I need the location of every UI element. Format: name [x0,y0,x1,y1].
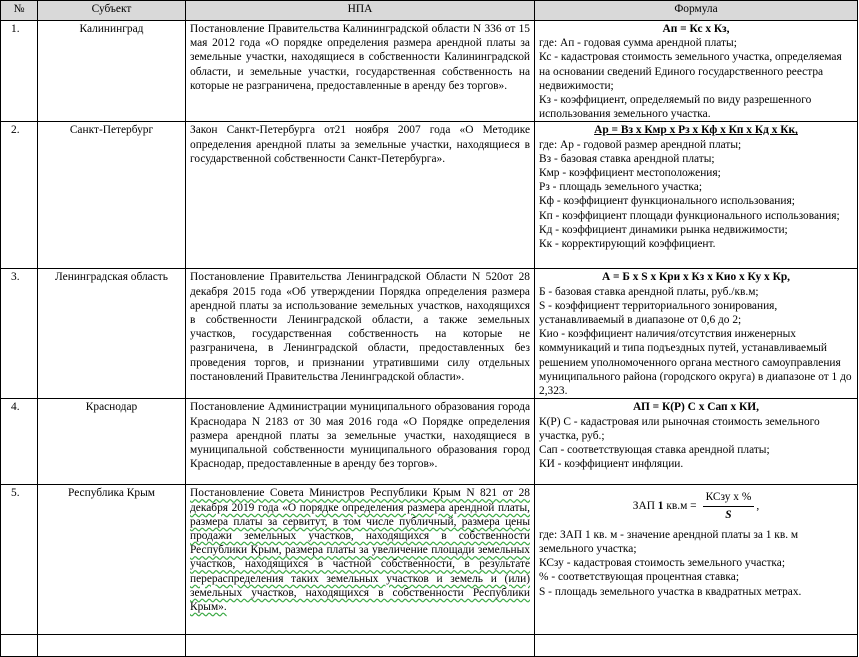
row-subject: Калининград [38,21,186,122]
table-row [1,635,858,657]
row-npa: Постановление Администрации муниципального образования города Краснодара N 2183 от 30 мая 2016 года «О Порядке определения размера арендной платы за земельные участки, находящиеся в муниципальной собственности муниципального образования город Краснодар, предоставленные в аренду без торгов». [186,399,535,485]
formula-line: Сап - соответствующая ставка арендной платы; [539,444,770,457]
row-subject: Краснодар [38,399,186,485]
row-formula [535,269,858,399]
row-formula [535,635,858,657]
header-num: № [1,1,38,21]
header-formula: Формула [535,1,858,21]
fraction-lhs-pre: ЗАП [632,500,658,513]
fraction-lhs-post: кв.м = [663,500,697,513]
row-num: 4. [1,399,38,485]
formula-line: КИ - коэффициент инфляции. [539,458,684,471]
row-npa [186,485,535,635]
table-row [1,21,858,122]
header-subject: Субъект [38,1,186,21]
row-formula [535,21,858,122]
row-subject: Санкт-Петербург [38,122,186,269]
row-formula [535,122,858,269]
formula-line: S - площадь земельного участка в квадратных метрах. [539,585,802,598]
formula-line: где: ЗАП 1 кв. м - значение арендной платы за 1 кв. м земельного участка; [539,528,799,556]
row-num: 1. [1,21,38,122]
formula-line: Кф - коэффициент функционального использования; [539,195,795,208]
formula-line: Кд - коэффициент динамики рынка недвижимости; [539,223,788,236]
formula-line: К(Р) С - кадастровая или рыночная стоимость земельного участка, руб.; [539,415,820,442]
formula-line: % - соответствующая процентная ставка; [539,571,740,584]
fraction-tail: , [756,500,760,513]
formula-line: где: Ап - годовая сумма арендной платы; [539,37,737,50]
npa-text: Постановление Совета Министров Республики Крым N 821 от 28 декабря 2019 года «О порядке определения размера арендной платы, размера платы за сервитут, в том числе публичный, размера цены продажи земельных участков, находящихся в собственности Республики Крым, размера платы за увеличение площади земельных участков, находящихся в частной собственности, в результате перераспределения таких земельных участков и земель и (или) земельных участков, находящихся в собственности Республики Крым». [190,487,530,614]
fraction-numerator: КСзу х % [703,490,755,506]
row-subject: Республика Крым [38,485,186,635]
formula-line: КСзу - кадастровая стоимость земельного участка; [539,557,786,570]
formula-line: Вз - базовая ставка арендной платы; [539,152,715,165]
table-row [1,122,858,269]
formula-line: Кз - коэффициент, определяемый по виду разрешенного использования земельного участка. [539,94,812,121]
table-row [1,269,858,399]
formula-line: Кп - коэффициент площади функционального использования; [539,209,840,222]
row-formula [535,399,858,485]
row-num: 2. [1,122,38,269]
header-npa: НПА [186,1,535,21]
formula-line: Кк - корректирующий коэффициент. [539,238,716,251]
formula-line: Кмр - коэффициент местоположения; [539,167,721,180]
formula-title: Ап = Кс х Кз, [662,23,730,35]
formula-line: где: Ар - годовой размер арендной платы; [539,138,742,151]
formula-line: Кио - коэффициент наличия/отсутствия инженерных коммуникаций и типа подъездных путей, устанавливаемый решением уполномоченного органа местного самоуправления муниципального района (городского округа) в диапазоне от 1 до 2,323. [539,328,852,398]
formula-title: А = Б х S х Кри х Кз х Кио х Ку х Кр, [601,271,791,284]
formula-line: Рз - площадь земельного участка; [539,181,702,194]
fraction [703,490,755,521]
row-npa: Постановление Правительства Калининградской области N 336 от 15 мая 2012 года «О порядке определения размера арендной платы за земельные участки, находящиеся в собственности Калининградской области, и земельные участки, государственная собственность на которые не разграничена, предоставленные в аренду без торгов». [186,21,535,122]
row-npa: Закон Санкт-Петербурга от21 ноября 2007 года «О Методике определения арендной платы за земельные участки, находящиеся в государственной собственности Санкт-Петербурга». [186,122,535,269]
table-row [1,485,858,635]
row-num [1,635,38,657]
row-npa [186,635,535,657]
row-npa: Постановление Правительства Ленинградской Области N 520от 28 декабря 2015 года «Об утверждении Порядка определения размера арендной платы за использование земельных участков, находящихся в собственности Ленинградской области, а также земельных участков, государственная собственность на которые не разграничена, в Ленинградской области, предоставленных без проведения торгов, и признании утратившими силу отдельных постановлений Правительства Ленинградской области». [186,269,535,399]
fraction-formula [539,486,853,527]
fraction-lhs [633,499,697,513]
formula-title: Ар = Вз х Кмр х Рз х Кф х Кп х Кд х Кк, [594,124,798,137]
row-subject [38,635,186,657]
formula-line: Кс - кадастровая стоимость земельного участка, определяемая на основании сведений Единого государственного реестра недвижимости; [539,51,842,92]
formula-line: Б - базовая ставка арендной платы, руб./кв.м; [539,285,759,298]
formula-line: S - коэффициент территориального зонирования, устанавливаемый в диапазоне от 0,6 до 2; [539,299,778,327]
fraction-lhs-bold: 1 [657,500,664,513]
fraction-denominator: S [725,508,732,521]
table-row [1,399,858,485]
formula-title: АП = К(Р) С х Сап х КИ, [633,401,759,414]
table-header-row [1,1,858,21]
row-formula [535,485,858,635]
row-subject: Ленинградская область [38,269,186,399]
row-num: 5. [1,485,38,635]
row-num: 3. [1,269,38,399]
